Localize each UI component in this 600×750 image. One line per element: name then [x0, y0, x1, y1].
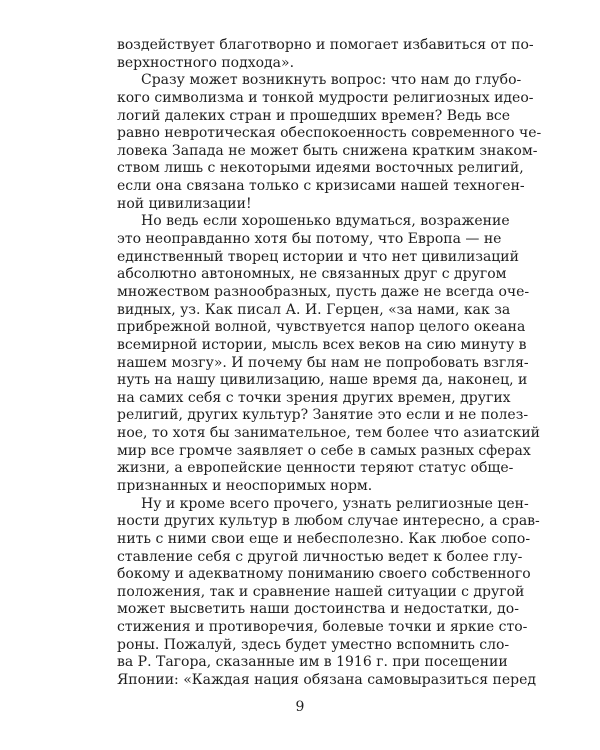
- text-line: верхностного подхода».: [117, 54, 295, 71]
- text-line: на самих себя с точки зрения других времен, других: [117, 389, 511, 406]
- text-line: ное, то хотя бы занимательное, тем более что азиатский: [117, 425, 540, 442]
- text-line: ставление себя с другой личностью ведет к более глу-: [117, 548, 523, 565]
- text-line: это неоправданно хотя бы потому, что Европа — не: [117, 231, 502, 248]
- text-line: Но ведь если хорошенько вдуматься, возражение: [141, 213, 510, 230]
- text-line: всемирной истории, мысль всех веков на сию минуту в: [117, 336, 527, 353]
- text-line: нашем мозгу». И почему бы нам не попробовать взгля-: [117, 354, 529, 371]
- text-line: кого символизма и тонкой мудрости религиозных идео-: [117, 89, 534, 106]
- text-line: единственный творец истории и что нет цивилизаций: [117, 248, 519, 265]
- text-line: Японии: «Каждая нация обязана самовыразиться перед: [117, 672, 536, 688]
- page-number: 9: [295, 699, 305, 715]
- text-line: логий далеких стран и прошедших времен? Ведь все: [117, 107, 510, 124]
- text-line: религий, других культур? Занятие это если и не полез-: [117, 407, 529, 424]
- text-line: ной цивилизации!: [117, 195, 252, 212]
- text-line: жизни, а европейские ценности теряют статус обще-: [117, 460, 514, 477]
- text-line: равно невротическая обеспокоенность современного че-: [117, 125, 542, 142]
- text-line: воздействует благотворно и помогает избавиться от по-: [117, 37, 534, 53]
- text-line: ва Р. Тагора, сказанные им в 1916 г. при посещении: [117, 654, 508, 671]
- text-line: ловека Запада не может быть снижена кратким знаком-: [117, 142, 538, 159]
- text-line: множеством разнообразных, пусть даже не всегда оче-: [117, 283, 530, 300]
- text-line: Сразу может возникнуть вопрос: что нам до глубо-: [141, 72, 522, 89]
- text-line: нить с ними свои еще и небесполезно. Как любое сопо-: [117, 530, 531, 547]
- text-line: бокому и адекватному пониманию своего собственного: [117, 566, 531, 583]
- text-line: видных, уз. Как писал А. И. Герцен, «за нами, как за: [117, 301, 511, 318]
- text-line: ности других культур в любом случае интересно, а срав-: [117, 513, 540, 530]
- text-line: абсолютно автономных, не связанных друг с другом: [117, 266, 507, 283]
- text-line: прибрежной волной, чувствуется напор целого океана: [117, 319, 526, 336]
- text-line: признанных и неоспоримых норм.: [117, 477, 373, 494]
- text-line: стижения и противоречия, болевые точки и яркие сто-: [117, 619, 528, 636]
- text-line: если она связана только с кризисами нашей техноген-: [117, 178, 525, 195]
- text-line: ством лишь с некоторыми идеями восточных религий,: [117, 160, 524, 177]
- text-line: мир все громче заявляет о себе в самых разных сферах: [117, 442, 531, 459]
- text-line: Ну и кроме всего прочего, узнать религиозные цен-: [141, 495, 529, 512]
- text-line: роны. Пожалуй, здесь будет уместно вспомнить сло-: [117, 636, 510, 653]
- text-line: может высветить наши достоинства и недостатки, до-: [117, 601, 519, 618]
- text-line: положения, так и сравнение нашей ситуации с другой: [117, 583, 525, 600]
- text-line: нуть на нашу цивилизацию, наше время да, наконец, и: [117, 372, 528, 389]
